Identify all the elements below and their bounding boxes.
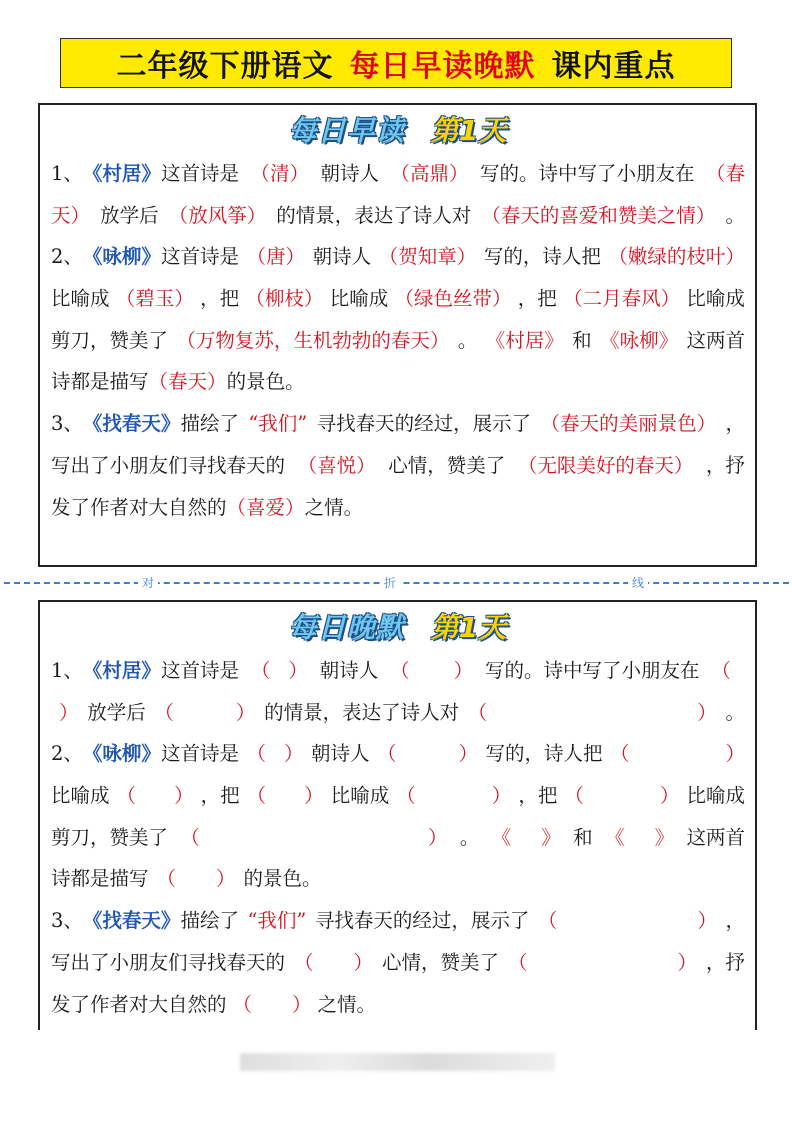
text-line: 写出了小朋友们寻找春天的 （ ） 心情，赞美了 （ ） ，抒 [51,942,745,984]
text-line: 诗都是描写 （春天） 的景色。 [51,361,745,403]
title-grade: 二年级下册语文 [116,49,334,84]
text-line: 比喻成 （ ） ，把 （ ） 比喻成 （ ） ，把 （ ） 比喻成 [51,775,745,817]
blank: （ ） [232,992,312,1016]
answer: 喜爱 [246,495,286,519]
title-main: 每日早读晚默 [349,49,536,84]
answer: 二月春风 [582,287,661,311]
page-title [60,38,732,88]
evening-heading-label: 每日晚默 [288,611,405,644]
answer: 清 [269,162,290,185]
blank: （ ） [376,742,478,766]
text-line: 1、《村居》这首诗是 （清） 朝诗人 （高鼎） 写的。诗中写了小朋友在 （春 [51,153,745,195]
blank: （ ） [507,950,697,974]
answer: 嫩绿的枝叶 [627,245,726,269]
morning-day-label: 第1天 [430,114,507,147]
answer: 绿色丝带 [413,287,492,311]
answer: 放风筝 [188,203,247,227]
answer: 春天 [168,370,208,394]
answer: 春天的喜爱和赞美之情 [500,203,696,227]
blurred-watermark [240,1053,555,1071]
blank: （ ） [390,659,474,682]
answer: 贺知章 [398,245,457,269]
blank: （ [711,659,731,682]
answer: 无限美好的春天 [537,453,674,477]
text-line: 3、《找春天》描绘了 “我们” 寻找春天的经过，展示了 （ ） ， [51,900,745,942]
evening-dictation-box [38,600,757,1030]
text-line: 2、《咏柳》这首诗是 （ ） 朝诗人 （ ） 写的，诗人把 （ ） [51,733,745,775]
fold-line [0,575,793,591]
text-line: 诗都是描写 （ ） 的景色。 [51,858,745,900]
fold-label: 折 [380,574,400,591]
blank: 《 》 [491,825,561,849]
blank: （ ） [609,742,745,766]
morning-heading-label: 每日早读 [288,114,405,147]
morning-reading-box [38,103,757,567]
blank: （ ） [537,909,717,933]
morning-content [40,153,755,528]
blank: （ ） [293,950,374,974]
answer: 柳枝 [264,287,304,311]
text-line: 天） 放学后 （放风筝） 的情景，表达了诗人对 （春天的喜爱和赞美之情） 。 [51,195,745,237]
text-line: 写出了小朋友们寻找春天的 （喜悦） 心情，赞美了 （无限美好的春天） ，抒 [51,445,745,487]
answer: 春 [725,162,745,185]
text-line: ） 放学后 （ ） 的情景，表达了诗人对 （ ） 。 [51,692,745,734]
blank: 《 》 [605,825,675,849]
text-line: 1、《村居》这首诗是 （ ） 朝诗人 （ ） 写的。诗中写了小朋友在 （ [51,650,745,692]
blank: （ ） [564,784,680,808]
text-line: 3、《找春天》描绘了 “我们” 寻找春天的经过，展示了 （春天的美丽景色） ， [51,403,745,445]
blank: （ ） [467,700,717,724]
answer: 万物复苏，生机勃勃的春天 [195,328,430,352]
blank: （ ） [246,784,324,808]
evening-heading [40,606,755,650]
text-line: 发了作者对大自然的 （喜爱） 之情。 [51,487,745,529]
blank: （ ） [246,742,304,766]
text-line: 剪刀，赞美了 （ ） 。 《 》 和 《 》 这两首 [51,817,745,859]
text-line: 2、《咏柳》这首诗是 （唐） 朝诗人 （贺知章） 写的，诗人把 （嫩绿的枝叶） [51,236,745,278]
answer: 碧玉 [135,287,175,311]
text-line: 发了作者对大自然的 （ ） 之情。 [51,984,745,1026]
blank: （ ） [116,784,194,808]
fold-label: 线 [628,574,648,591]
evening-day-label: 第1天 [430,611,507,644]
text-line: 比喻成 （碧玉） ，把 （柳枝） 比喻成 （绿色丝带） ，把 （二月春风） 比喻成 [51,278,745,320]
title-sub: 课内重点 [551,49,676,84]
blank: （ ） [250,659,308,682]
answer: 《村居》 [485,328,564,352]
fold-label: 对 [138,574,158,591]
blank: （ ） [180,825,448,849]
answer: 春天的美丽景色 [560,412,697,436]
answer: 《咏柳》 [600,328,679,352]
blank: （ ） [396,784,512,808]
text-line: 剪刀，赞美了 （万物复苏，生机勃勃的春天） 。 《村居》 和 《咏柳》 这两首 [51,320,745,362]
morning-heading [40,109,755,153]
answer: 高鼎 [409,162,449,185]
answer: 唐 [266,245,286,269]
blank: （ ） [154,700,256,724]
blank: （ ） [156,867,236,891]
answer: 喜悦 [317,453,357,477]
evening-content [40,650,755,1025]
